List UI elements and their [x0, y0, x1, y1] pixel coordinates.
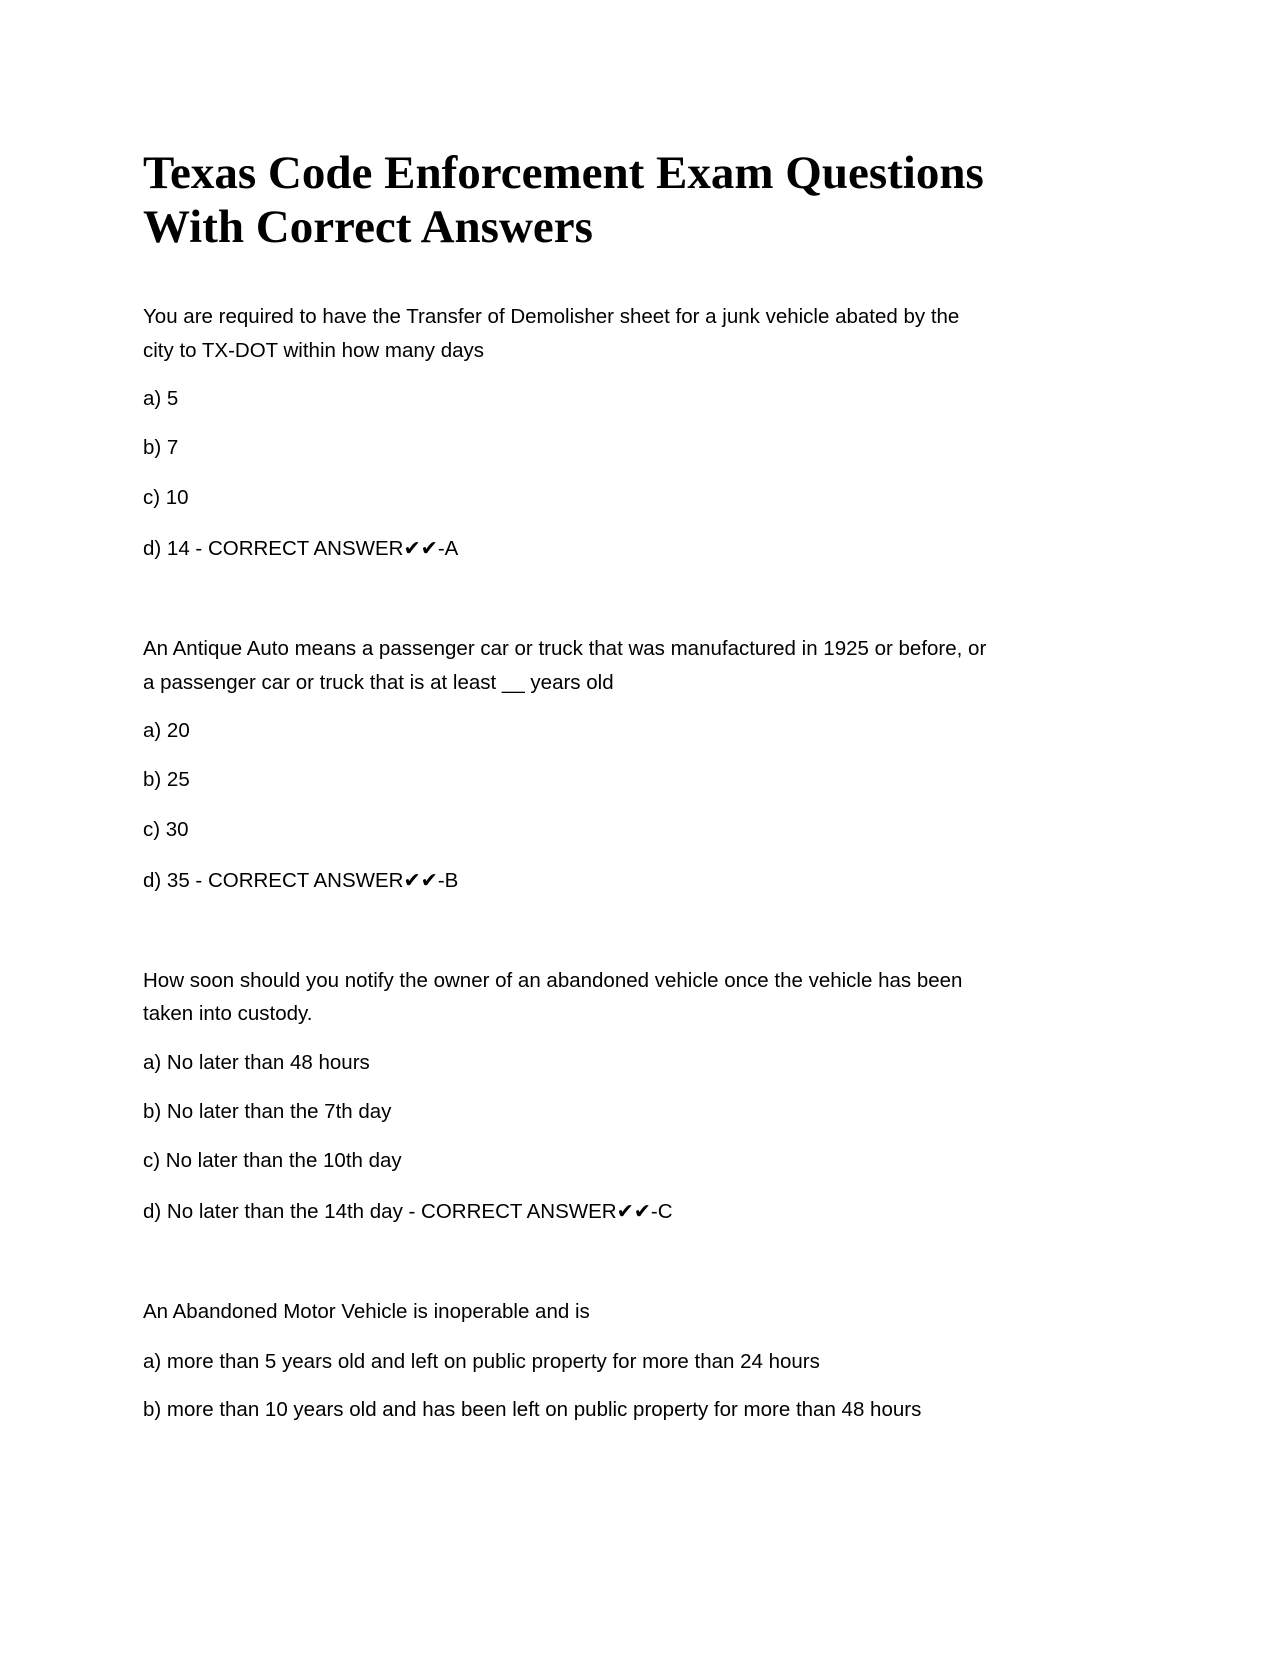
- question-2-option: c) 30: [143, 818, 189, 841]
- question-1-answer: d) 14 - CORRECT ANSWER✔✔-A: [143, 537, 459, 560]
- title-line: Texas Code Enforcement Exam Questions: [143, 147, 984, 199]
- question-2-text: An Antique Auto means a passenger car or truck that was manufactured in 1925 or before, or: [143, 637, 987, 660]
- question-3-option: c) No later than the 10th day: [143, 1149, 402, 1172]
- question-3-text: How soon should you notify the owner of an abandoned vehicle once the vehicle has been: [143, 969, 963, 992]
- question-1-option: a) 5: [143, 387, 179, 410]
- question-2-option: a) 20: [143, 719, 190, 742]
- question-4-text: An Abandoned Motor Vehicle is inoperable and is: [143, 1300, 590, 1323]
- question-1-option: c) 10: [143, 486, 189, 509]
- question-3-text: taken into custody.: [143, 1002, 313, 1025]
- question-1-option: b) 7: [143, 436, 179, 459]
- document-title: [143, 146, 984, 254]
- question-2-answer: d) 35 - CORRECT ANSWER✔✔-B: [143, 869, 459, 892]
- question-1-text: city to TX-DOT within how many days: [143, 339, 485, 362]
- question-4-option: a) more than 5 years old and left on public property for more than 24 hours: [143, 1350, 820, 1373]
- question-3-option: b) No later than the 7th day: [143, 1100, 392, 1123]
- question-4-option: b) more than 10 years old and has been left on public property for more than 48 hours: [143, 1398, 922, 1421]
- question-1-text: You are required to have the Transfer of Demolisher sheet for a junk vehicle abated by the: [143, 305, 960, 328]
- question-2-option: b) 25: [143, 768, 190, 791]
- title-line: With Correct Answers: [143, 201, 593, 253]
- question-3-answer: d) No later than the 14th day - CORRECT ANSWER✔✔-C: [143, 1200, 673, 1223]
- question-3-option: a) No later than 48 hours: [143, 1051, 370, 1074]
- question-2-text: a passenger car or truck that is at least __ years old: [143, 671, 614, 694]
